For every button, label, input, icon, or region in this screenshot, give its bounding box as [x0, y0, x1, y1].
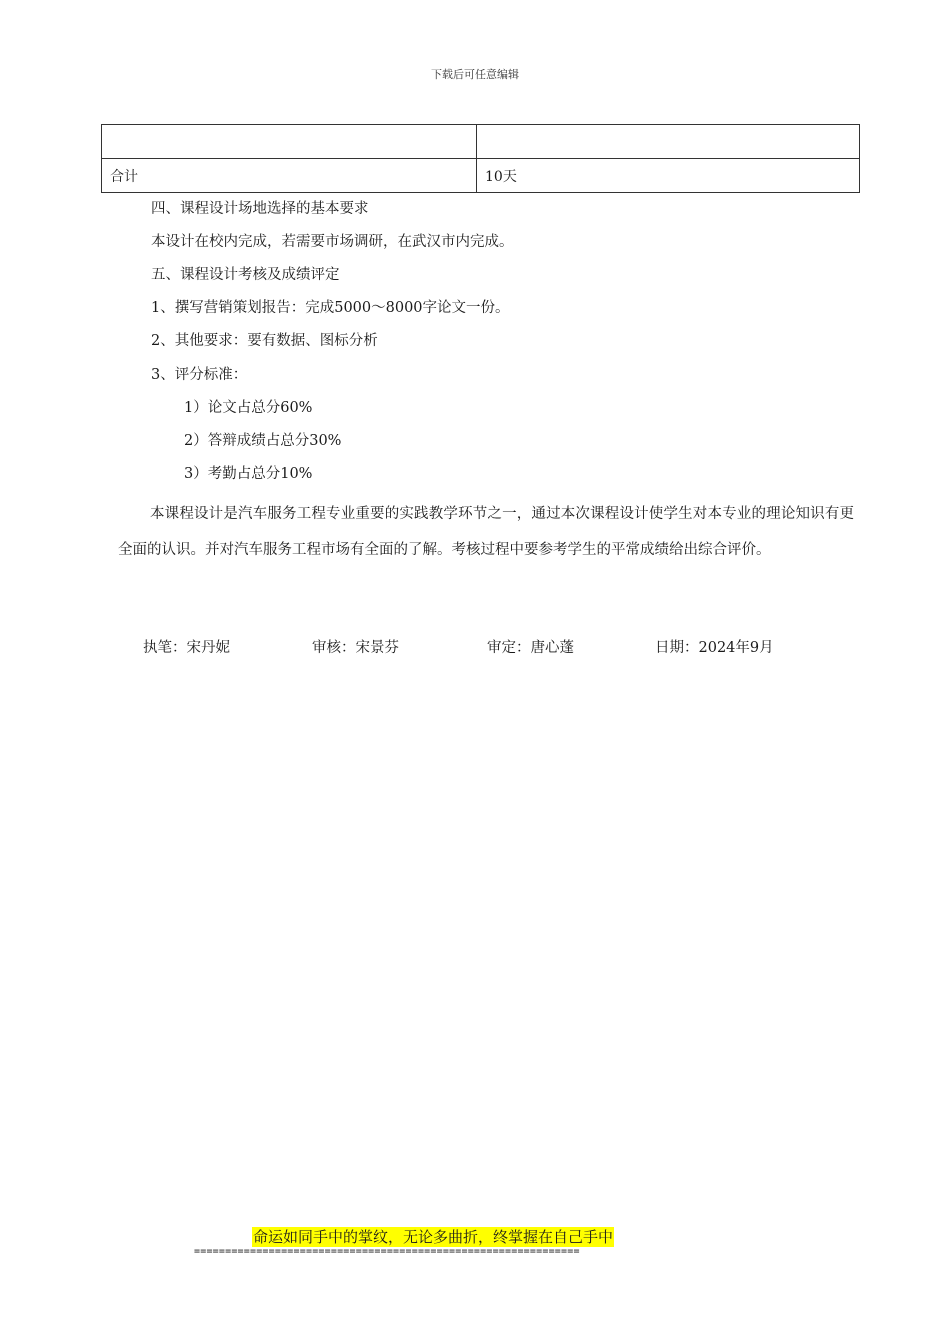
schedule-table: [101, 124, 860, 193]
summary-paragraph: 本课程设计是汽车服务工程专业重要的实践教学环节之一，通过本次课程设计使学生对本专业的理论知识有更全面的认识。并对汽车服务工程市场有全面的了解。考核过程中要参考学生的平常成绩给出综合评价。: [118, 506, 854, 558]
section5-heading: 五、课程设计考核及成绩评定: [151, 267, 340, 283]
signature-date: 日期：2024年9月: [655, 640, 774, 656]
signature-reviewer: 审核：宋景芬: [312, 640, 399, 656]
signature-approver: 审定：唐心蓬: [487, 640, 574, 656]
total-label-cell: 合计: [102, 159, 477, 193]
signature-author: 执笔：宋丹妮: [143, 640, 230, 656]
table-cell: [102, 125, 477, 159]
requirement-item-1: 1、撰写营销策划报告：完成5000～8000字论文一份。: [151, 300, 510, 316]
section4-text: 本设计在校内完成，若需要市场调研，在武汉市内完成。: [151, 234, 514, 250]
total-value-cell: 10天: [477, 159, 860, 193]
table-cell: [477, 125, 860, 159]
requirement-item-3: 3、评分标准：: [151, 367, 248, 383]
requirement-item-2: 2、其他要求：要有数据、图标分析: [151, 333, 378, 349]
section4-heading: 四、课程设计场地选择的基本要求: [151, 201, 369, 217]
table-row-total: [102, 159, 860, 193]
table-row: [102, 125, 860, 159]
footer-divider: ==============================================================: [194, 1246, 580, 1257]
grading-item-2: 2）答辩成绩占总分30%: [184, 433, 342, 449]
footer-motto: 命运如同手中的掌纹，无论多曲折，终掌握在自己手中: [253, 1228, 614, 1246]
grading-item-1: 1）论文占总分60%: [184, 400, 313, 416]
header-note: 下载后可任意编辑: [431, 68, 519, 81]
grading-item-3: 3）考勤占总分10%: [184, 466, 313, 482]
